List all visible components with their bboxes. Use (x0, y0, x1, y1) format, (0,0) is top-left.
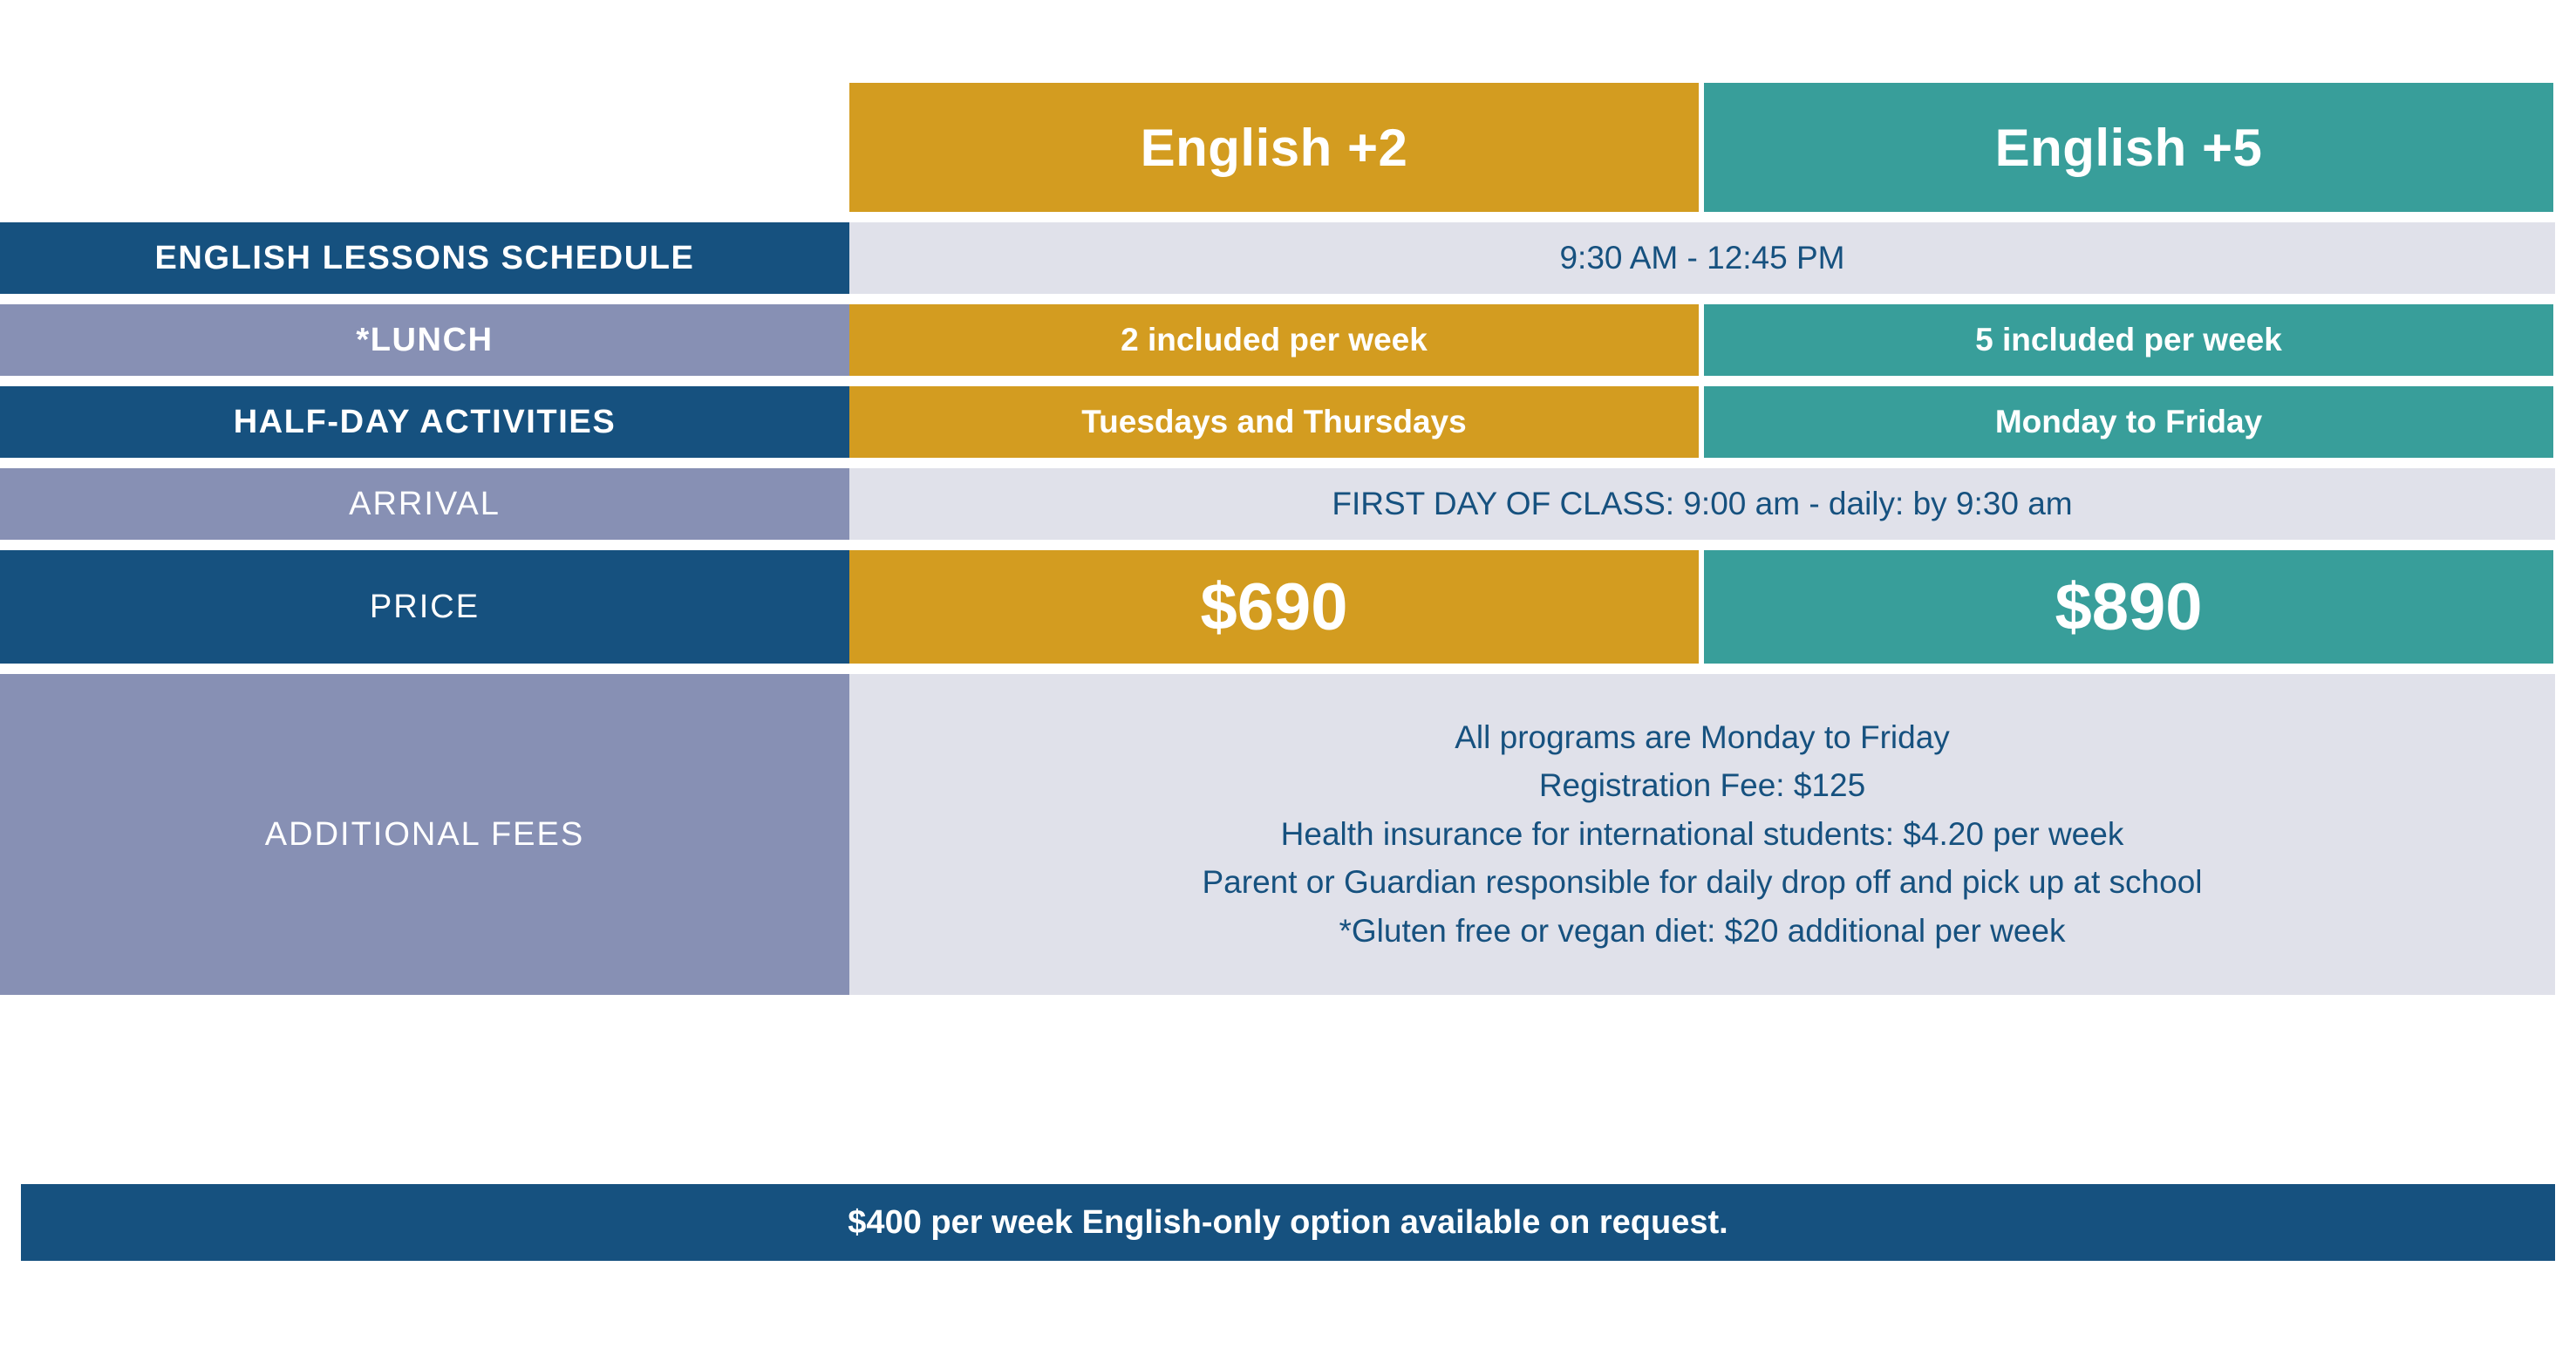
row-spacer (0, 540, 2576, 550)
column-header-english-2-label: English +2 (1140, 118, 1408, 177)
row-label-lunch-text: *LUNCH (356, 321, 494, 358)
table-row-additional-fees (0, 674, 2576, 995)
row-value-price-english-2-text: $690 (1200, 569, 1348, 644)
table-row-price (0, 550, 2576, 664)
row-label-activities (0, 386, 849, 458)
row-label-activities-text: HALF-DAY ACTIVITIES (233, 403, 617, 440)
row-spacer (0, 294, 2576, 304)
column-header-english-2 (849, 83, 1699, 212)
table-header-row (0, 83, 2576, 212)
row-spacer (0, 376, 2576, 386)
row-spacer (0, 664, 2576, 674)
table-row-arrival (0, 468, 2576, 540)
list-item: Health insurance for international students: $4.20 per week (1280, 815, 2124, 852)
row-label-additional-fees-text: ADDITIONAL FEES (264, 815, 585, 853)
list-item: All programs are Monday to Friday (1455, 718, 1950, 755)
row-value-price-english-5-text: $890 (2055, 569, 2203, 644)
row-value-activities-english-5-text: Monday to Friday (1994, 404, 2263, 439)
row-value-activities-english-2-text: Tuesdays and Thursdays (1081, 404, 1467, 439)
row-value-activities-english-2 (849, 386, 1699, 458)
row-spacer (0, 458, 2576, 468)
footer-banner (21, 1184, 2555, 1261)
row-value-arrival-text: FIRST DAY OF CLASS: 9:00 am - daily: by 9:30 am (1332, 486, 2073, 521)
row-spacer (0, 212, 2576, 222)
row-label-lunch (0, 304, 849, 376)
row-value-activities-english-5 (1704, 386, 2553, 458)
header-corner-blank (0, 83, 849, 212)
additional-fees-list (862, 719, 2543, 950)
column-header-english-5-label: English +5 (1994, 118, 2263, 177)
row-value-lunch-english-5-text: 5 included per week (1975, 322, 2282, 357)
footer-note-text: $400 per week English-only option available on request. (848, 1203, 1728, 1241)
row-value-lunch-english-2-text: 2 included per week (1121, 322, 1428, 357)
table-row-schedule (0, 222, 2576, 294)
row-value-schedule-text: 9:30 AM - 12:45 PM (1559, 240, 1845, 276)
row-label-arrival-text: ARRIVAL (349, 485, 501, 522)
list-item: Registration Fee: $125 (1538, 767, 1866, 804)
row-value-lunch-english-2 (849, 304, 1699, 376)
row-value-price-english-5 (1704, 550, 2553, 664)
row-value-additional-fees (849, 674, 2555, 995)
column-header-english-5 (1704, 83, 2553, 212)
row-label-price (0, 550, 849, 664)
row-label-additional-fees (0, 674, 849, 995)
row-value-lunch-english-5 (1704, 304, 2553, 376)
row-value-schedule (849, 222, 2555, 294)
row-label-arrival (0, 468, 849, 540)
row-label-schedule-text: ENGLISH LESSONS SCHEDULE (154, 239, 695, 276)
row-value-arrival (849, 468, 2555, 540)
row-label-price-text: PRICE (369, 588, 480, 625)
table-row-lunch (0, 304, 2576, 376)
list-item: Parent or Guardian responsible for daily drop off and pick up at school (1202, 864, 2203, 901)
row-value-price-english-2 (849, 550, 1699, 664)
row-label-schedule (0, 222, 849, 294)
table-row-activities (0, 386, 2576, 458)
pricing-table (0, 83, 2576, 995)
list-item: *Gluten free or vegan diet: $20 additional per week (1339, 912, 2066, 949)
